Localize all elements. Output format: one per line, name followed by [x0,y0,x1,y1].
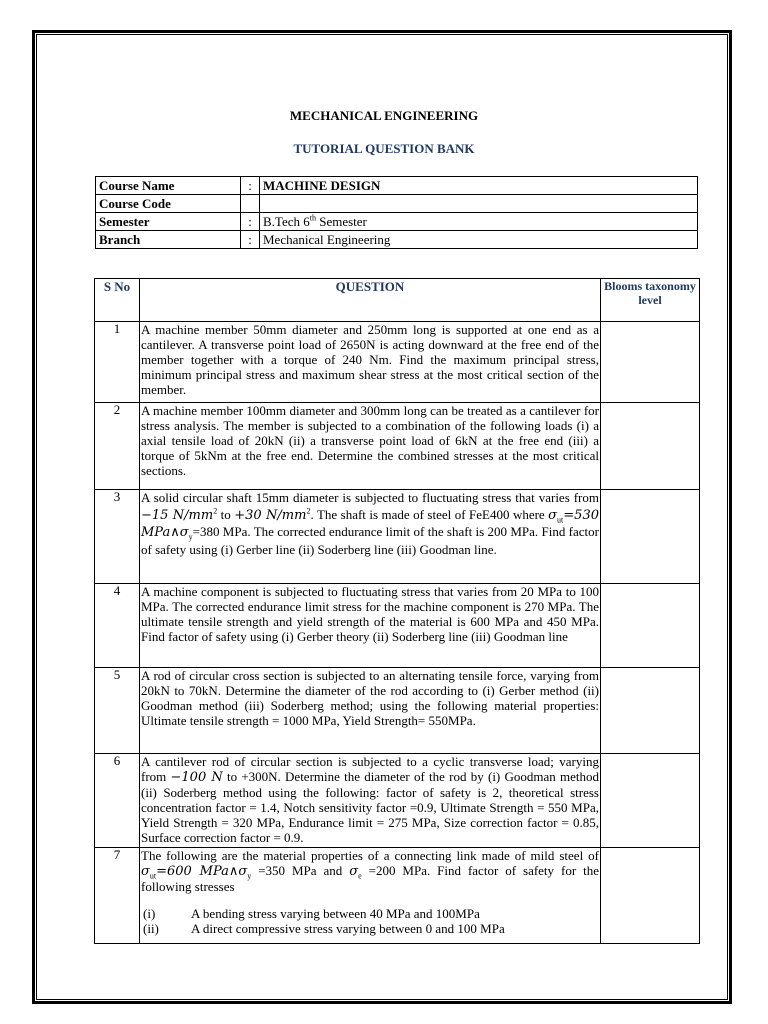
course-info-table [95,176,698,249]
math-expression: σ [141,864,150,879]
page-title: MECHANICAL ENGINEERING [289,108,479,123]
text-run: to [217,506,235,522]
semester-text: B.Tech 6 [263,214,310,229]
info-separator: : [241,231,260,249]
text-run: A solid circular shaft 15mm diameter is subjected to fluctuating stress that varies from [141,490,599,505]
question-row [95,848,700,944]
question-number: 3 [95,490,140,584]
blooms-level-cell [601,322,700,403]
info-label: Course Name [96,177,241,195]
info-separator [241,195,260,213]
question-table [94,278,700,944]
question-text: A machine member 50mm diameter and 250mm long is supported at one end as a cantilever. A transverse point load of 2650N is acting downward at the free end of the member together with a torque of 240 Nm. Find the maximum principal stress, minimum principal stress and maximum shear stress at the most critical section of the member. [140,322,601,403]
math-expression: =600 MPa∧σ [156,864,248,879]
question-text [140,490,601,584]
question-text: A machine component is subjected to fluctuating stress that varies from 20 MPa to 100 MPa. The corrected endurance limit stress for the machine component is 270 MPa. The ultimate tensile strength and yield strength of the material is 600 MPa and 450 MPa. Find factor of safety using (i) Gerber theory (ii) Soderberg line (iii) Goodman line [140,584,601,668]
math-sub: ut [149,871,157,881]
blooms-level-cell [601,403,700,490]
semester-sup: th [309,213,316,223]
math-sup: 2 [306,506,311,516]
question-text: A machine member 100mm diameter and 300mm long can be treated as a cantilever for stress analysis. The member is subjected to a combination of the following loads (i) a axial tensile load of 20kN (ii) a transverse point load of 6kN at the free end (iii) a torque of 5kNm at the free end. Determine the combined stresses at the most critical sections. [140,403,601,490]
info-row-branch [96,231,698,249]
text-run: A cantilever rod of circular section is subjected to a cyclic transverse load; varying from [141,754,599,784]
page-subtitle: TUTORIAL QUESTION BANK [293,141,475,156]
math-sub: e [358,871,362,881]
math-expression: σ [349,864,359,879]
header-blooms: Blooms taxonomy level [601,279,700,322]
info-row-course-code [96,195,698,213]
text-run: . The shaft is made of steel of FeE400 where [310,506,549,522]
question-row [95,322,700,403]
question-number: 4 [95,584,140,668]
list-item-number: (ii) [143,921,159,936]
info-value-semester [260,213,698,231]
math-sub: ut [557,515,564,525]
list-item-text: A bending stress varying between 40 MPa and 100MPa [191,906,480,921]
header-question: QUESTION [140,279,601,322]
info-row-semester [96,213,698,231]
text-run: =350 MPa and [251,863,350,878]
info-value-course-code [260,195,698,213]
question-row [95,584,700,668]
math-sub: y [188,532,193,542]
info-separator: : [241,213,260,231]
info-value-branch: Mechanical Engineering [260,231,698,249]
text-run: =380 MPa. The corrected endurance limit of the shaft is 200 MPa. Find factor of safety using (i) Gerber line (ii) Soderberg line (iii) Goodman line. [141,524,599,557]
blooms-level-cell [601,584,700,668]
math-expression: −100 N [170,770,223,785]
math-expression: =530 MPa∧σ [141,507,599,540]
text-run: to +300N. Determine the diameter of the rod by (i) Goodman method (ii) Soderberg method using the following: factor of safety is 2, theoretical stress concentration factor = 1.4, Notch sensitivity factor =0.9, Ultimate Strength = 550 MPa, Yield Strength = 320 MPa, Endurance limit = 275 MPa, Size correction factor = 0.85, Surface correction factor = 0.9. [141,769,600,845]
semester-text-post: Semester [315,214,367,229]
math-sup: 2 [213,506,218,516]
question-text [140,848,601,944]
list-item [141,906,599,921]
list-item-text: A direct compressive stress varying between 0 and 100 MPa [191,921,505,936]
info-label: Course Code [96,195,241,213]
info-row-course-name [96,177,698,195]
blooms-level-cell [601,668,700,754]
math-expression: σ [548,507,558,523]
list-item [141,921,599,936]
info-label: Semester [96,213,241,231]
info-separator: : [241,177,260,195]
math-expression: −15 N/mm [141,507,214,523]
math-sub: y [247,871,252,881]
blooms-level-cell [601,848,700,944]
question-row [95,490,700,584]
info-value-course-name: MACHINE DESIGN [260,177,698,195]
text-run: =200 MPa. Find factor of safety for the following stresses [141,863,599,894]
question-table-header [95,279,700,322]
header-sno: S No [95,279,140,322]
question-text [140,754,601,848]
sub-item-list [141,906,599,936]
question-row [95,754,700,848]
question-number: 2 [95,403,140,490]
info-label: Branch [96,231,241,249]
question-number: 1 [95,322,140,403]
math-expression: +30 N/mm [234,507,307,523]
question-row [95,668,700,754]
question-text: A rod of circular cross section is subjected to an alternating tensile force, varying from 20kN to 70kN. Determine the diameter of the rod according to (i) Gerber method (ii) Goodman method (iii) Soderberg method; using the following material properties: Ultimate tensile strength = 1000 MPa, Yield Strength= 550MPa. [140,668,601,754]
blooms-level-cell [601,490,700,584]
list-item-number: (i) [143,906,156,921]
question-number: 6 [95,754,140,848]
blooms-level-cell [601,754,700,848]
question-number: 7 [95,848,140,944]
question-number: 5 [95,668,140,754]
text-run: The following are the material properties of a connecting link made of mild steel of [141,848,599,863]
question-row [95,403,700,490]
